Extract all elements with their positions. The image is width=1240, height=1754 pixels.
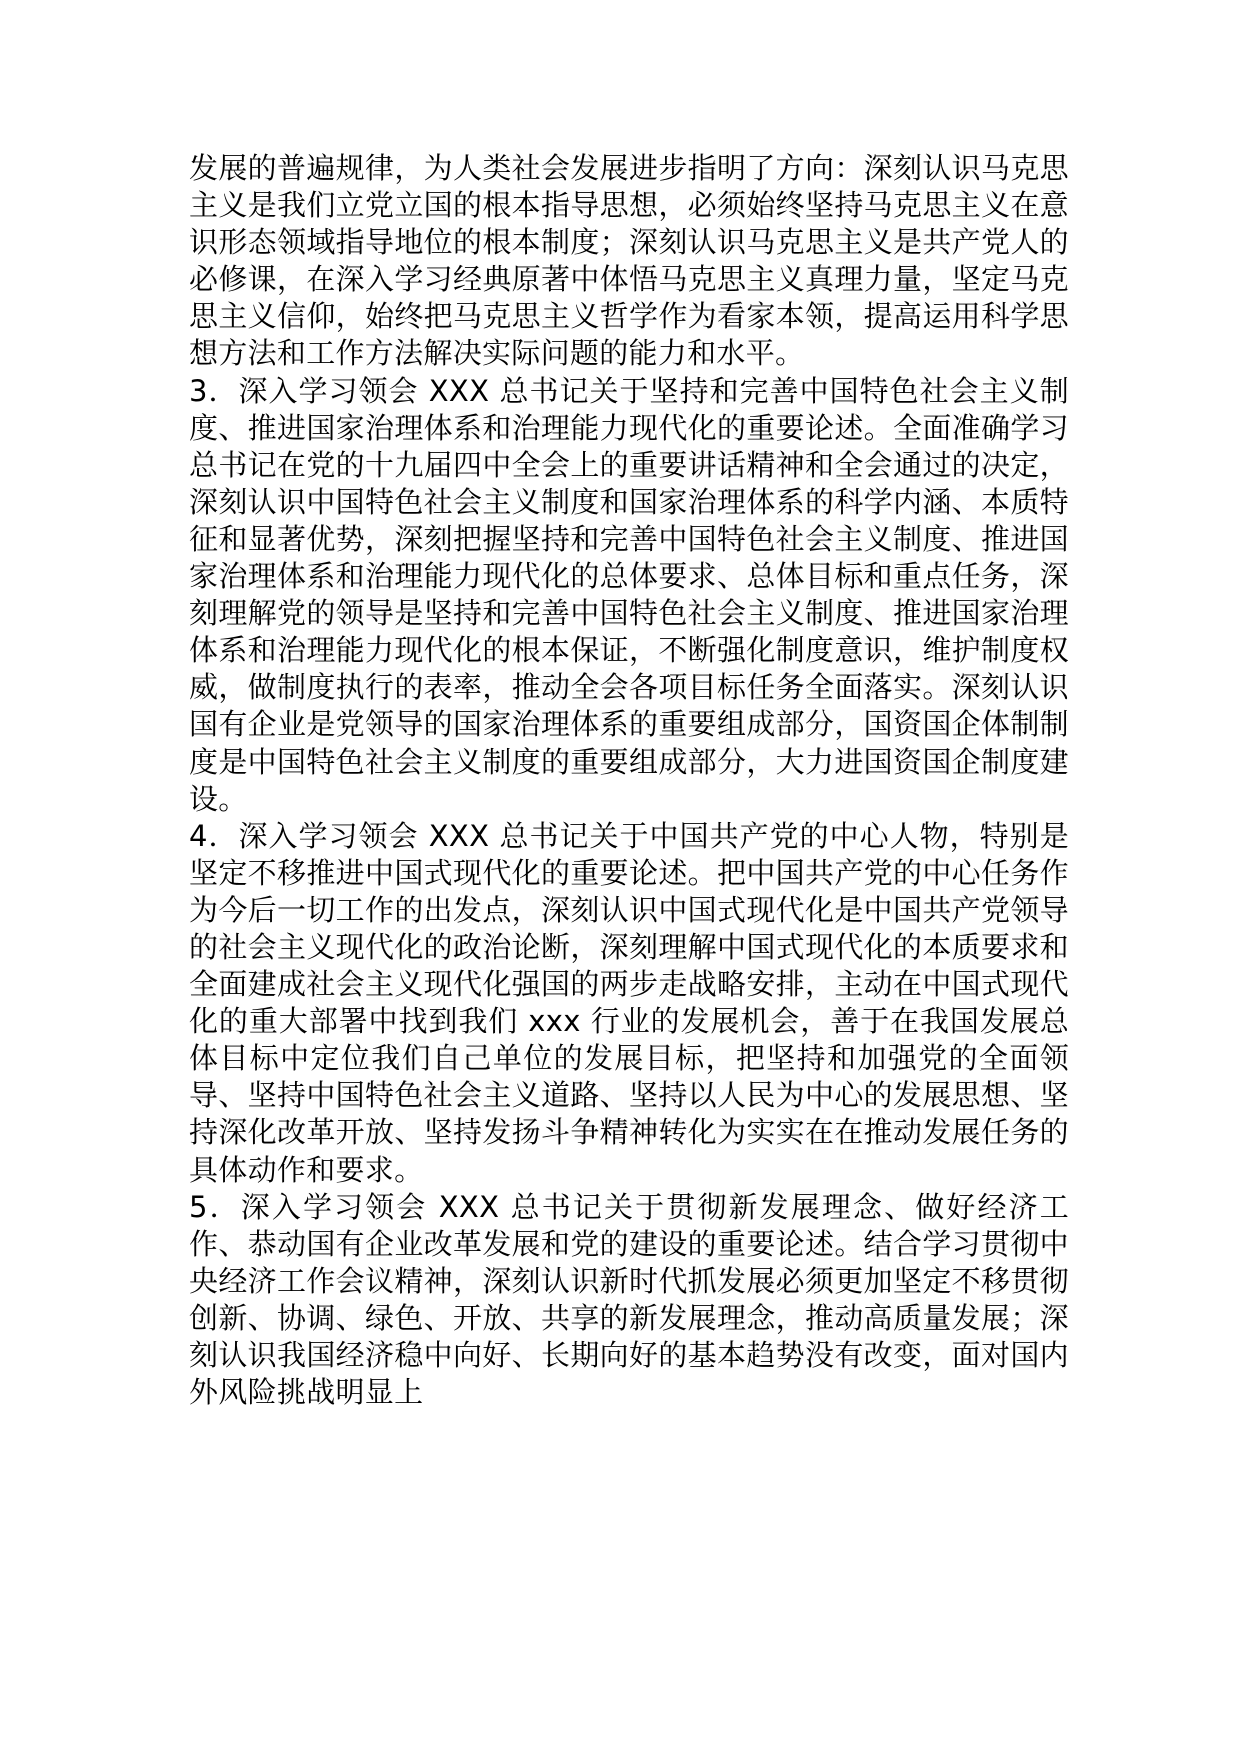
paragraph-item-3: 3．深入学习领会 XXX 总书记关于坚持和完善中国特色社会主义制度、推进国家治理体系和治理能力现代化的重要论述。全面准确学习总书记在党的十九届四中全会上的重要讲话精神和全会通过的决定，深刻认识中国特色社会主义制度和国家治理体系的科学内涵、本质特征和显著优势，深刻把握坚持和完善中国特色社会主义制度、推进国家治理体系和治理能力现代化的总体要求、总体目标和重点任务，深刻理解党的领导是坚持和完善中国特色社会主义制度、推进国家治理体系和治理能力现代化的根本保证，不断强化制度意识，维护制度权威，做制度执行的表率，推动全会各项目标任务全面落实。深刻认识国有企业是党领导的国家治理体系的重要组成部分，国资国企体制制度是中国特色社会主义制度的重要组成部分，大力进国资国企制度建设。 <box>189 373 1069 816</box>
document-body <box>189 150 1069 1411</box>
paragraph-item-5: 5．深入学习领会 XXX 总书记关于贯彻新发展理念、做好经济工作、恭动国有企业改革发展和党的建设的重要论述。结合学习贯彻中央经济工作会议精神，深刻认识新时代抓发展必须更加坚定不移贯彻创新、协调、绿色、开放、共享的新发展理念，推动高质量发展；深刻认识我国经济稳中向好、长期向好的基本趋势没有改变，面对国内外风险挑战明显上 <box>189 1189 1069 1410</box>
paragraph-intro-continuation: 发展的普遍规律，为人类社会发展进步指明了方向：深刻认识马克思主义是我们立党立国的根本指导思想，必须始终坚持马克思主义在意识形态领域指导地位的根本制度；深刻认识马克思主义是共产党人的必修课，在深入学习经典原著中体悟马克思主义真理力量，坚定马克思主义信仰，始终把马克思主义哲学作为看家本领，提高运用科学思想方法和工作方法解决实际问题的能力和水平。 <box>189 151 1069 371</box>
paragraph-item-4: 4．深入学习领会 XXX 总书记关于中国共产党的中心人物，特别是坚定不移推进中国式现代化的重要论述。把中国共产党的中心任务作为今后一切工作的出发点，深刻认识中国式现代化是中国共产党领导的社会主义现代化的政治论断，深刻理解中国式现代化的本质要求和全面建成社会主义现代化强国的两步走战略安排，主动在中国式现代化的重大部署中找到我们 xxx 行业的发展机会，善于在我国发展总体目标中定位我们自己单位的发展目标，把坚持和加强党的全面领导、坚持中国特色社会主义道路、坚持以人民为中心的发展思想、坚持深化改革开放、坚持发扬斗争精神转化为实实在在推动发展任务的具体动作和要求。 <box>189 818 1069 1187</box>
